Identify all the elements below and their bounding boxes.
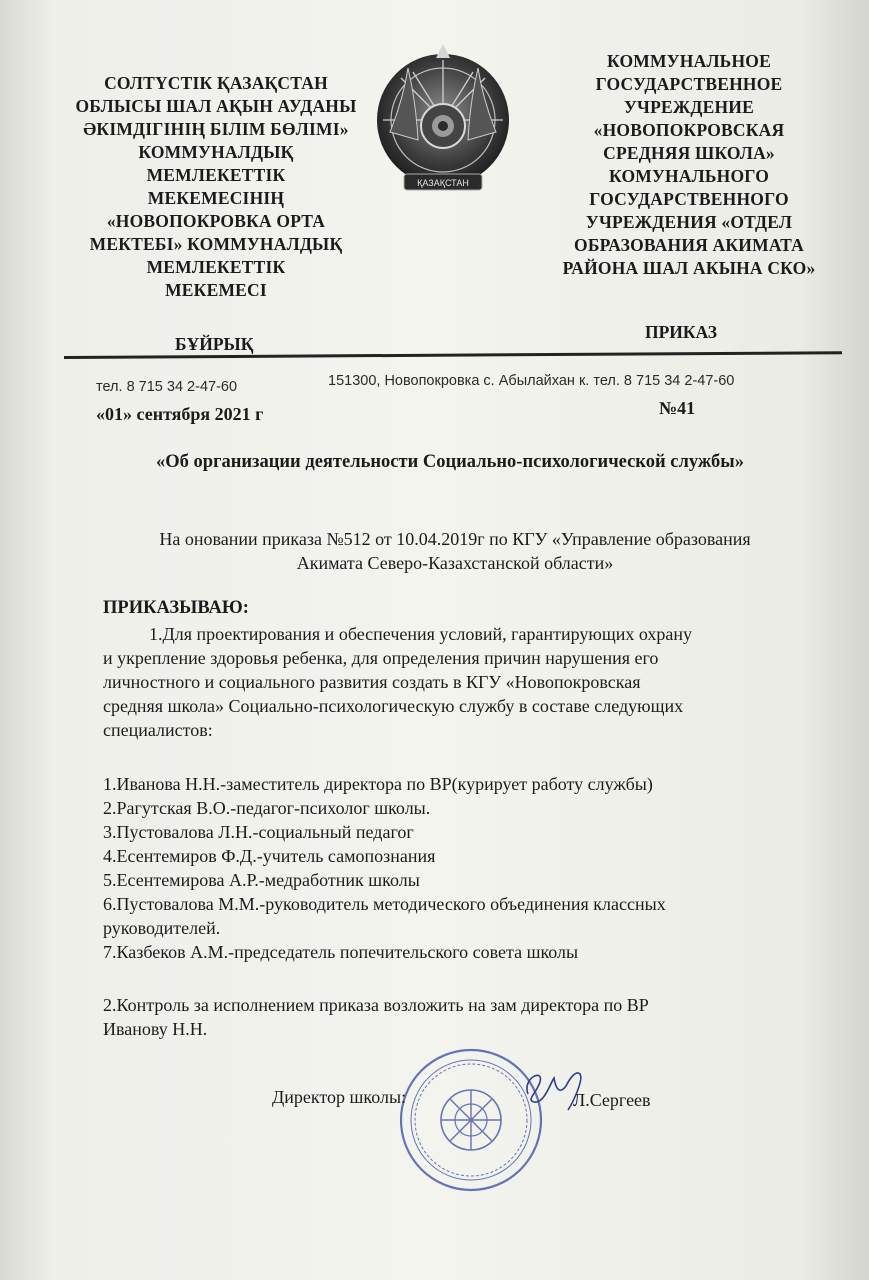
paragraph-line: специалистов: — [103, 720, 213, 740]
doc-type-russian: ПРИКАЗ — [645, 322, 718, 342]
header-line: ГОСУДАРСТВЕННОГО — [589, 189, 789, 209]
basis-line: На оновании приказа №512 от 10.04.2019г по КГУ «Управление образования — [159, 529, 751, 549]
director-name: Л.Сергеев — [573, 1090, 651, 1110]
header-line: ГОСУДАРСТВЕННОЕ — [595, 74, 783, 94]
header-line: УЧРЕЖДЕНИЕ — [624, 97, 754, 117]
header-line: «НОВОПОКРОВСКАЯ — [593, 120, 785, 140]
paragraph-1 — [103, 622, 783, 742]
list-item: 1.Иванова Н.Н.-заместитель директора по ВР(курирует работу службы) — [103, 774, 653, 794]
header-line: КОМУНАЛЬНОГО — [608, 166, 770, 186]
header-line: КОММУНАЛЬНОЕ — [607, 51, 771, 71]
order-directive: ПРИКАЗЫВАЮ: — [103, 598, 249, 618]
paragraph-line: и укрепление здоровья ребенка, для определения причин нарушения его — [103, 648, 659, 668]
header-line: КОММУНАЛДЫҚ — [138, 142, 294, 162]
list-item: 7.Казбеков А.М.-председатель попечительского совета школы — [103, 942, 579, 962]
header-line: СОЛТҮСТІК ҚАЗАҚСТАН — [104, 73, 328, 93]
order-title: «Об организации деятельности Социально-психологической службы» — [156, 452, 744, 472]
header-line: «НОВОПОКРОВКА ОРТА — [106, 211, 326, 231]
header-kazakh-org — [72, 72, 360, 302]
header-line: МЕКЕМЕСІНІҢ — [147, 188, 285, 208]
paragraph-line: 2.Контроль за исполнением приказа возложить на зам директора по ВР — [103, 995, 649, 1015]
list-item: 3.Пустовалова Л.Н.-социальный педагог — [103, 822, 414, 842]
contact-address: 151300, Новопокровка с. Абылайхан к. тел. 8 715 34 2-47-60 — [328, 373, 735, 389]
list-item: 2.Рагутская В.О.-педагог-психолог школы. — [103, 798, 431, 818]
basis-line: Акимата Северо-Казахстанской области» — [296, 553, 614, 573]
paragraph-line: Иванову Н.Н. — [103, 1019, 208, 1039]
paragraph-line: средняя школа» Социально-психологическую службу в составе следующих — [103, 696, 684, 716]
list-item: 4.Есентемиров Ф.Д.-учитель самопознания — [103, 846, 436, 866]
list-item: 5.Есентемирова А.Р.-медработник школы — [103, 870, 420, 890]
order-number: №41 — [659, 398, 696, 418]
header-line: МЕКТЕБІ» КОММУНАЛДЫҚ — [89, 234, 343, 254]
contact-phone: тел. 8 715 34 2-47-60 — [96, 379, 238, 395]
header-line: СРЕДНЯЯ ШКОЛА» — [603, 143, 775, 163]
header-russian-org — [548, 50, 830, 280]
service-members-list — [103, 772, 803, 964]
signature-label: Директор школы: — [272, 1087, 407, 1107]
doc-type-kazakh: БҰЙРЫҚ — [175, 334, 254, 354]
header-line: МЕМЛЕКЕТТІК — [146, 257, 286, 277]
kazakhstan-emblem-icon — [368, 40, 518, 198]
paragraph-line: личностного и социального развития создать в КГУ «Новопокровская — [103, 672, 641, 692]
list-item: 6.Пустовалова М.М.-руководитель методического объединения классных руководителей. — [103, 894, 666, 938]
header-line: МЕМЛЕКЕТТІК — [146, 165, 286, 185]
header-line: ӘКІМДІГІНІҢ БІЛІМ БӨЛІМІ» — [83, 119, 349, 139]
paragraph-2 — [103, 993, 803, 1041]
header-line: МЕКЕМЕСІ — [165, 280, 267, 300]
order-basis — [90, 527, 820, 575]
emblem-banner-text: ҚАЗАҚСТАН — [417, 178, 469, 188]
header-line: УЧРЕЖДЕНИЯ «ОТДЕЛ — [585, 212, 793, 232]
header-line: ОБРАЗОВАНИЯ АКИМАТА — [574, 235, 804, 255]
header-line: ОБЛЫСЫ ШАЛ АҚЫН АУДАНЫ — [75, 96, 357, 116]
order-date: «01» сентября 2021 г — [96, 404, 264, 424]
header-line: РАЙОНА ШАЛ АКЫНА СКО» — [562, 258, 816, 278]
paragraph-line: 1.Для проектирования и обеспечения условий, гарантирующих охрану — [149, 624, 693, 644]
